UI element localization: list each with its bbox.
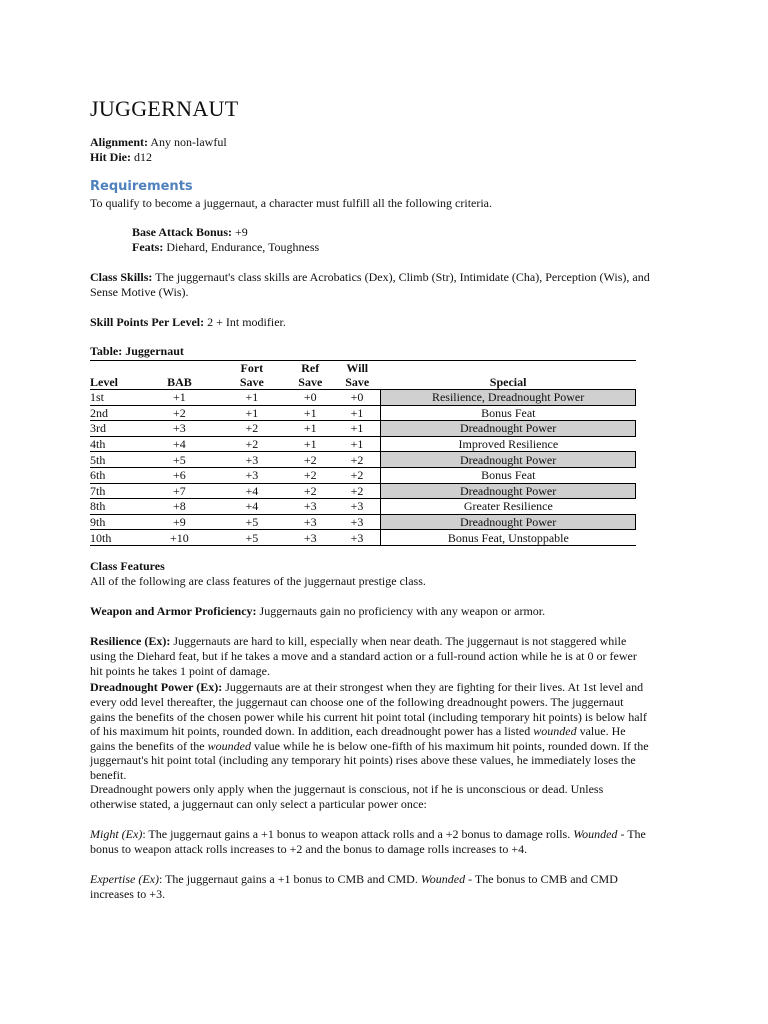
requirements-heading: Requirements [90,179,193,194]
class-features-intro: All of the following are class features of the juggernaut prestige class. [90,574,426,588]
cell-fort: +1 [245,405,259,420]
cell-bab: +10 [170,530,189,545]
weapon-armor-line [90,604,545,619]
skill-points-label: Skill Points Per Level: [90,315,205,329]
cell-ref: +2 [303,468,317,483]
dreadnought-line4: of his maximum hit points, rounded down. In addition, each dreadnought power has a listed wounded value. He [90,724,626,738]
cell-level: 9th [90,515,106,530]
cell-will: +2 [350,452,364,467]
might-line2: bonus to weapon attack rolls increases to +2 and the bonus to damage rolls increases to +4. [90,842,528,856]
resilience-line2: using the Diehard feat, but if he takes a move and a standard action or a full-round action while he is at 0 or fewer [90,649,637,663]
class-skills-label: Class Skills: [90,270,153,284]
resilience-text: Juggernauts are hard to kill, especially when near death. The juggernaut is not staggered while [173,634,627,648]
cell-bab: +9 [173,515,186,530]
cell-fort: +3 [245,452,259,467]
cell-bab: +4 [173,437,186,452]
dreadnought-line5: gains the benefits of the wounded value while he is below one-fifth of his maximum hit points, rounded down. If the [90,739,649,753]
hit-die-value: d12 [134,150,152,164]
cell-will: +1 [350,405,364,420]
cell-fort: +2 [245,421,259,436]
cell-ref: +3 [303,499,317,514]
table-row [90,499,636,515]
cell-level: 5th [90,452,106,467]
cell-special: Bonus Feat [381,467,636,483]
expertise-line2: increases to +3. [90,887,166,901]
dreadnought-line1 [90,680,643,695]
table-row [90,390,636,406]
cell-level: 8th [90,499,106,514]
resilience-line1 [90,634,626,649]
cell-ref: +1 [303,437,317,452]
alignment-label: Alignment: [90,135,148,149]
cell-ref: +3 [303,530,317,545]
cell-will: +1 [350,421,364,436]
table-row [90,530,636,546]
bab-value: +9 [235,225,248,239]
dreadnought-label: Dreadnought Power (Ex): [90,680,223,694]
feats-label: Feats: [132,240,164,254]
dreadnought-line6: juggernaut's hit point total (including any temporary hit points) rises above these values, he immediately loses the [90,753,636,767]
cell-fort: +1 [245,390,259,405]
hit-die-label: Hit Die: [90,150,131,164]
cell-bab: +1 [173,390,186,405]
table-caption [90,344,184,359]
cell-bab: +6 [173,468,186,483]
cell-fort: +5 [245,530,259,545]
cell-special: Dreadnought Power [381,514,636,530]
class-features-heading [90,559,165,574]
cell-special: Dreadnought Power [381,483,636,499]
cell-will: +2 [350,483,364,498]
weapon-armor-text: Juggernauts gain no proficiency with any weapon or armor. [259,604,546,618]
cell-will: +2 [350,468,364,483]
wounded-term: Wounded [420,872,466,886]
cell-level: 2nd [90,405,108,420]
resilience-label: Resilience (Ex): [90,634,171,648]
feats-value: Diehard, Endurance, Toughness [166,240,320,254]
cell-special: Bonus Feat [381,405,636,421]
cell-will: +3 [350,499,364,514]
cell-special: Dreadnought Power [381,452,636,468]
might-line1: Might (Ex): The juggernaut gains a +1 bonus to weapon attack rolls and a +2 bonus to damage rolls. Wounded - The [90,827,646,841]
wounded-term: wounded [533,724,577,738]
might-label: Might (Ex) [90,827,143,841]
juggernaut-table [90,360,636,546]
dreadnought-line2: every odd level thereafter, the juggernaut can choose one of the following dreadnought powers. The juggernaut [90,695,624,709]
dreadnought-line7: benefit. [90,768,127,782]
wounded-term: Wounded [573,827,618,841]
cell-level: 6th [90,468,106,483]
cell-level: 3rd [90,421,106,436]
table-row [90,514,636,530]
cell-bab: +8 [173,499,186,514]
weapon-armor-label: Weapon and Armor Proficiency: [90,604,257,618]
class-skills-line1 [90,270,650,285]
cell-special: Dreadnought Power [381,421,636,437]
header-ref: Ref Save [287,361,334,390]
cell-ref: +2 [303,452,317,467]
cell-level: 4th [90,437,106,452]
class-skills-text: The juggernaut's class skills are Acrobatics (Dex), Climb (Str), Intimidate (Cha), Perception (Wis), and [155,270,650,284]
cell-fort: +4 [245,499,259,514]
resilience-line3: hit points he takes 1 point of damage. [90,664,270,678]
table-row [90,405,636,421]
cell-ref: +1 [303,405,317,420]
dreadnought-line3: gains the benefits of the chosen power while his current hit point total (including temporary hit points) is below half [90,710,647,724]
cell-will: +0 [350,390,364,405]
cell-level: 10th [90,530,112,545]
cell-special: Improved Resilience [381,436,636,452]
dreadnought-line8: Dreadnought powers only apply when the juggernaut is conscious, not if he is unconscious or dead. Unless [90,782,604,796]
cell-bab: +5 [173,452,186,467]
cell-will: +3 [350,515,364,530]
cell-will: +1 [350,437,364,452]
table-row [90,483,636,499]
cell-special: Resilience, Dreadnought Power [381,390,636,406]
class-features-heading-text: Class Features [90,559,165,573]
wounded-term: wounded [207,739,251,753]
header-bab: BAB [142,361,217,390]
table-header-row [90,361,636,390]
header-fort: Fort Save [217,361,287,390]
bab-requirement [132,225,248,240]
cell-will: +3 [350,530,364,545]
bab-label: Base Attack Bonus: [132,225,233,239]
table-row [90,467,636,483]
cell-bab: +2 [173,405,186,420]
cell-fort: +4 [245,483,259,498]
cell-fort: +5 [245,515,259,530]
hit-die-line [90,150,152,165]
cell-ref: +1 [303,421,317,436]
cell-fort: +3 [245,468,259,483]
table-caption-text: Table: Juggernaut [90,344,184,358]
feats-requirement [132,240,319,255]
alignment-line [90,135,227,150]
cell-special: Bonus Feat, Unstoppable [381,530,636,546]
cell-special: Greater Resilience [381,499,636,515]
skill-points-value: 2 + Int modifier. [207,315,286,329]
table-row [90,452,636,468]
cell-ref: +3 [303,515,317,530]
dreadnought-text: Juggernauts are at their strongest when they are fighting for their lives. At 1st level and [225,680,644,694]
cell-bab: +3 [173,421,186,436]
expertise-line1: Expertise (Ex): The juggernaut gains a +1 bonus to CMB and CMD. Wounded - The bonus to CMB and CMD [90,872,618,886]
table-row [90,421,636,437]
expertise-label: Expertise (Ex) [90,872,159,886]
class-skills-line2: Sense Motive (Wis). [90,285,189,299]
cell-bab: +7 [173,483,186,498]
header-special: Special [381,361,636,390]
header-will: Will Save [334,361,381,390]
dreadnought-line9: otherwise stated, a juggernaut can only select a particular power once: [90,797,427,811]
cell-ref: +0 [303,390,317,405]
cell-ref: +2 [303,483,317,498]
table-row [90,436,636,452]
page-title: JUGGERNAUT [90,96,239,121]
cell-fort: +2 [245,437,259,452]
alignment-value: Any non-lawful [150,135,227,149]
cell-level: 1st [90,390,105,405]
skill-points-line [90,315,286,330]
header-level: Level [90,361,142,390]
requirements-intro: To qualify to become a juggernaut, a character must fulfill all the following criteria. [90,196,493,210]
cell-level: 7th [90,483,106,498]
